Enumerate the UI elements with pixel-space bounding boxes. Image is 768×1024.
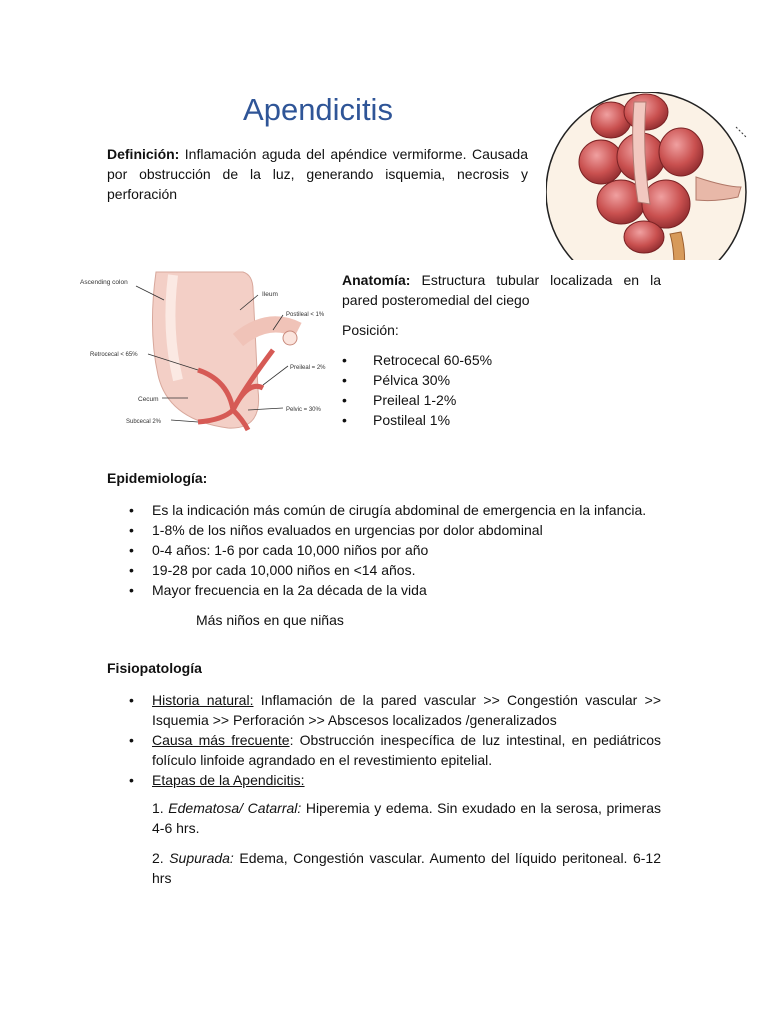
item-label: Etapas de la Apendicitis: bbox=[152, 772, 305, 788]
label-ileum: Ileum bbox=[262, 291, 278, 298]
stage-1 bbox=[107, 798, 661, 838]
item-label: Historia natural: bbox=[152, 692, 254, 708]
list-item: • Mayor frecuencia en la 2a década de la vida bbox=[107, 580, 661, 600]
stage-2 bbox=[107, 848, 661, 888]
list-item bbox=[107, 730, 661, 770]
list-item: • Preileal 1-2% bbox=[342, 390, 661, 410]
anatomy-label: Anatomía: bbox=[342, 272, 411, 288]
list-item: • Pélvica 30% bbox=[342, 370, 661, 390]
item-text: Inflamación de la pared vascular >> Congestión vascular >> Isquemia >> Perforación >> Abscesos localizados /generalizados bbox=[152, 692, 662, 728]
item-label: Causa más frecuente bbox=[152, 732, 290, 748]
label-ascending-colon: Ascending colon bbox=[80, 279, 128, 286]
stage-text: Hiperemia y edema. Sin exudado en la serosa, primeras 4-6 hrs. bbox=[152, 800, 661, 836]
definition-label: Definición: bbox=[107, 146, 180, 162]
epidemiology-note: Más niños en que niñas bbox=[196, 612, 344, 628]
stage-name: Supurada: bbox=[169, 850, 234, 866]
physiopathology-list bbox=[107, 690, 661, 790]
stage-text: Edema, Congestión vascular. Aumento del líquido peritoneal. 6-12 hrs bbox=[152, 850, 661, 886]
page-title: Apendicitis bbox=[243, 92, 393, 127]
list-item: • Es la indicación más común de cirugía abdominal de emergencia en la infancia. bbox=[107, 500, 661, 520]
list-item: • Postileal 1% bbox=[342, 410, 661, 430]
physiopathology-heading: Fisiopatología bbox=[107, 660, 202, 676]
label-subcecal: Subcecal 2% bbox=[126, 419, 162, 425]
anatomy-paragraph bbox=[342, 270, 661, 310]
stage-number: 2. bbox=[152, 850, 170, 866]
list-item bbox=[107, 770, 661, 790]
label-postileal: Postileal < 1% bbox=[286, 312, 325, 318]
list-item: • Retrocecal 60-65% bbox=[342, 350, 661, 370]
label-preileal: Preileal = 2% bbox=[290, 365, 326, 371]
definition-paragraph bbox=[107, 144, 528, 204]
label-retrocecal: Retrocecal < 65% bbox=[90, 352, 138, 358]
appendix-illustration bbox=[546, 92, 748, 260]
label-pelvic: Pelvic = 30% bbox=[286, 407, 321, 413]
anatomy-text: Estructura tubular localizada en la pared posteromedial del ciego bbox=[342, 272, 661, 308]
definition-text: Inflamación aguda del apéndice vermiforme. Causada por obstrucción de la luz, generando isquemia, necrosis y perforación bbox=[107, 146, 528, 202]
list-item bbox=[107, 690, 661, 730]
appendix-position-figure bbox=[78, 270, 330, 432]
stage-name: Edematosa/ Catarral: bbox=[168, 800, 302, 816]
physiopathology-section bbox=[107, 690, 661, 888]
list-item: • 1-8% de los niños evaluados en urgencias por dolor abdominal bbox=[107, 520, 661, 540]
list-item: • 0-4 años: 1-6 por cada 10,000 niños por año bbox=[107, 540, 661, 560]
epidemiology-list bbox=[107, 500, 661, 600]
item-text: : Obstrucción inespecífica de luz intestinal, en pediátricos folículo linfoide agrandado en el revestimiento epitelial. bbox=[152, 732, 661, 768]
position-label: Posición: bbox=[342, 322, 399, 338]
epidemiology-heading: Epidemiología: bbox=[107, 470, 208, 486]
list-item: • 19-28 por cada 10,000 niños en <14 años. bbox=[107, 560, 661, 580]
anatomy-section bbox=[342, 270, 661, 430]
position-list bbox=[342, 350, 661, 430]
stage-number: 1. bbox=[152, 800, 169, 816]
epidemiology-section bbox=[107, 500, 661, 630]
label-cecum: Cecum bbox=[138, 396, 159, 403]
